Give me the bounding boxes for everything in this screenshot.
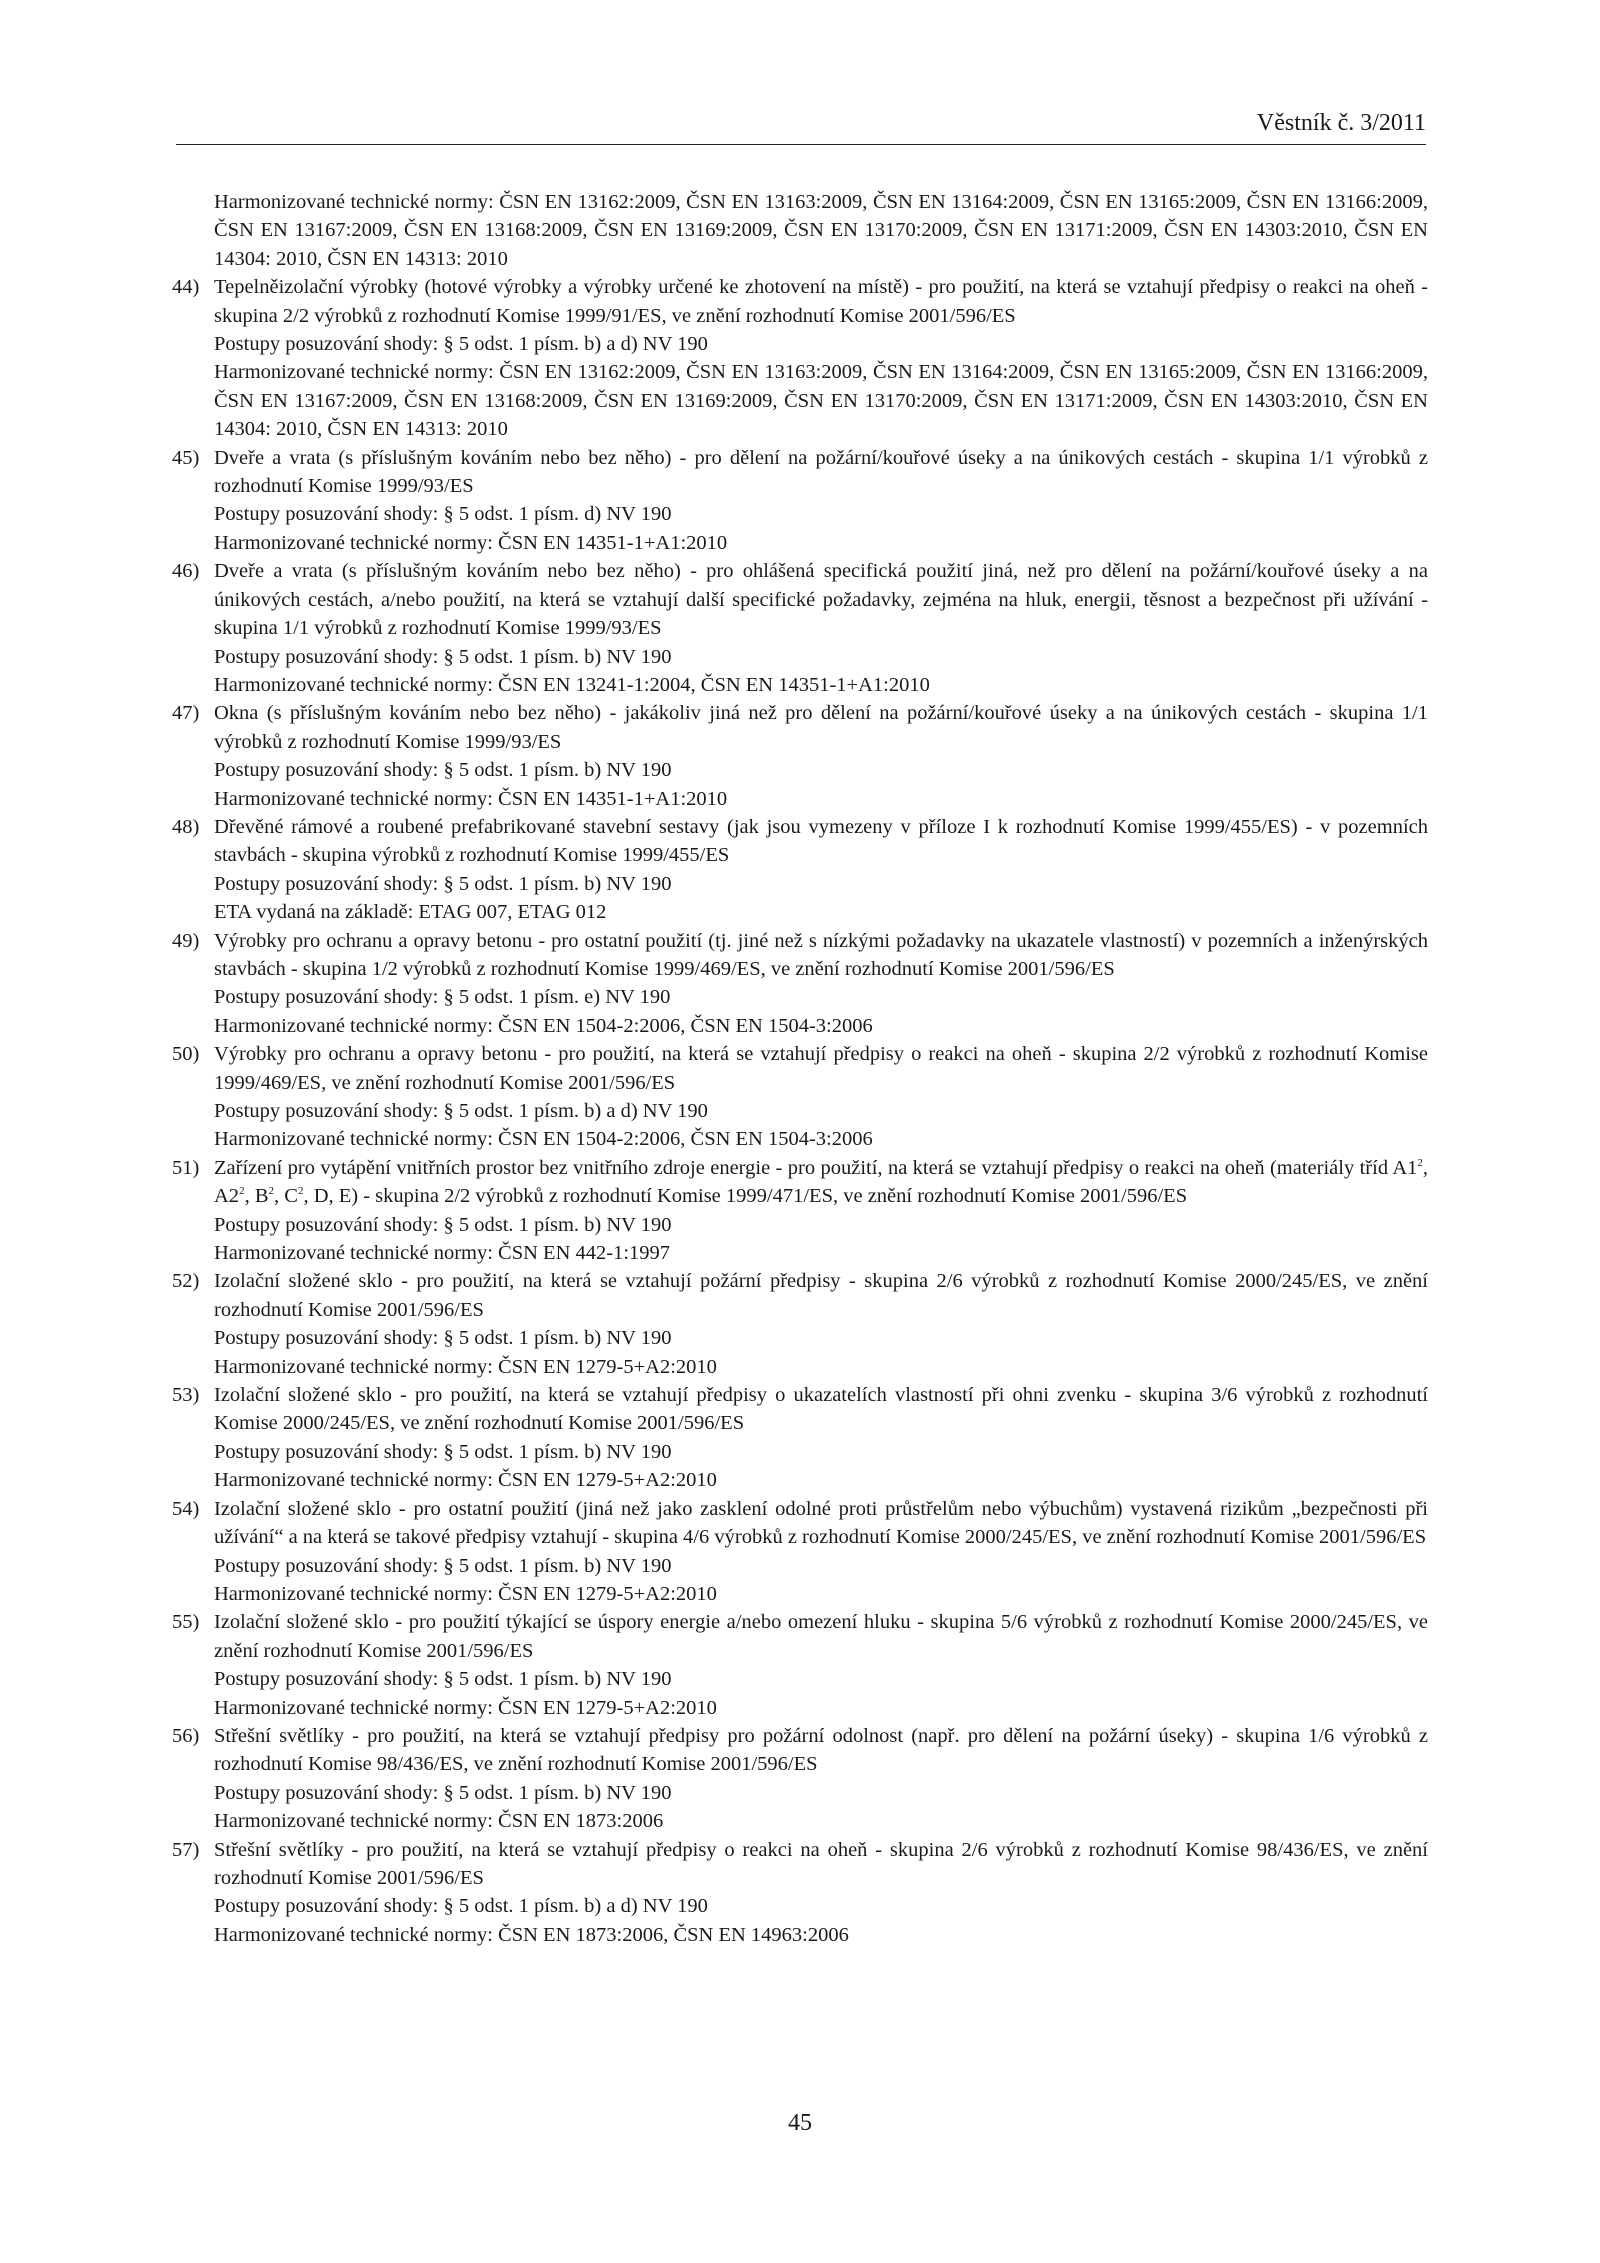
item-procedure: Postupy posuzování shody: § 5 odst. 1 písm. b) NV 190 [214,759,672,782]
superscript: 2 [1417,1156,1423,1169]
item-norms: Harmonizované technické normy: ČSN EN 14351-1+A1:2010 [214,787,728,810]
item-text-part: Zařízení pro vytápění vnitřních prostor bez vnitřního zdroje energie - pro použití, na která se vztahují předpisy o reakci na oheň (materiály tříd A1 [214,1156,1418,1179]
item-procedure: Postupy posuzování shody: § 5 odst. 1 písm. b) NV 190 [214,1213,672,1236]
item-text: Dveře a vrata (s příslušným kováním nebo bez něho) - pro ohlášená specifická použití jiná, než pro dělení na požární/kouřové úseky a na únikových cestách, a/nebo použití, na která se vztahují další specifické požadavky, zejména na hluk, energii, těsnost a bezpečnost při užívání - skupina 1/1 výrobků z rozhodnutí Komise 1999/93/ES [214,560,1428,640]
superscript: 2 [297,1185,304,1198]
list-item-54 [172,1495,1428,1552]
item-text: Izolační složené sklo - pro použití, na která se vztahují požární předpisy - skupina 2/6 výrobků z rozhodnutí Komise 2000/245/ES, ve znění rozhodnutí Komise 2001/596/ES [214,1270,1428,1321]
item-number: 56) [172,1724,200,1747]
item-procedure: Postupy posuzování shody: § 5 odst. 1 písm. b) NV 190 [214,1554,672,1577]
item-norms: Harmonizované technické normy: ČSN EN 14351-1+A1:2010 [214,531,728,554]
item-text: Dveře a vrata (s příslušným kováním nebo bez něho) - pro dělení na požární/kouřové úseky a na únikových cestách - skupina 1/1 výrobků z rozhodnutí Komise 1999/93/ES [214,446,1428,498]
list-item-49 [172,927,1428,984]
superscript: 2 [268,1185,274,1198]
item-number: 47) [172,702,200,725]
item-norms: Harmonizované technické normy: ČSN EN 1504-2:2006, ČSN EN 1504-3:2006 [214,1014,873,1037]
item-procedure: Postupy posuzování shody: § 5 odst. 1 písm. b) a d) NV 190 [214,1100,708,1122]
item-procedure: Postupy posuzování shody: § 5 odst. 1 písm. b) a d) NV 190 [214,1895,708,1918]
item-norms: Harmonizované technické normy: ČSN EN 1279-5+A2:2010 [214,1582,717,1605]
item-procedure: Postupy posuzování shody: § 5 odst. 1 písm. e) NV 190 [214,986,671,1009]
item-number: 49) [172,929,200,952]
item-number: 51) [172,1156,200,1179]
document-body [172,188,1428,1949]
item-number: 54) [172,1497,200,1520]
item-procedure: Postupy posuzování shody: § 5 odst. 1 písm. b) NV 190 [214,1327,672,1350]
item-norms: Harmonizované technické normy: ČSN EN 1873:2006 [214,1810,664,1833]
page-header [176,108,1426,145]
item-number: 48) [172,815,200,838]
list-item-53 [172,1381,1428,1438]
list-item-51 [172,1154,1428,1211]
item-number: 57) [172,1838,200,1861]
item-text: Tepelněizolační výrobky (hotové výrobky a výrobky určené ke zhotovení na místě) - pro použití, na která se vztahují předpisy o reakci na oheň - skupina 2/2 výrobků z rozhodnutí Komise 1999/91/ES, ve znění rozhodnutí Komise 2001/596/ES [214,276,1428,327]
list-item-45 [172,444,1428,501]
item-norms: Harmonizované technické normy: ČSN EN 13162:2009, ČSN EN 13163:2009, ČSN EN 13164:2009, ČSN EN 13165:2009, ČSN EN 13166:2009, ČSN EN 13167:2009, ČSN EN 13168:2009, ČSN EN 13169:2009, ČSN EN 13170:2009, ČSN EN 13171:2009, ČSN EN 14303:2010, ČSN EN 14304: 2010, ČSN EN 14313: 2010 [214,361,1428,441]
item-number: 55) [172,1611,200,1634]
item-number: 52) [172,1270,200,1293]
item-text: Výrobky pro ochranu a opravy betonu - pro ostatní použití (tj. jiné než s nízkými požadavky na ukazatele vlastností) v pozemních a inženýrských stavbách - skupina 1/2 výrobků z rozhodnutí Komise 1999/469/ES, ve znění rozhodnutí Komise 2001/596/ES [214,929,1428,980]
list-item-55 [172,1608,1428,1665]
item-procedure: Postupy posuzování shody: § 5 odst. 1 písm. b) NV 190 [214,1781,672,1804]
item-norms: Harmonizované technické normy: ČSN EN 1873:2006, ČSN EN 14963:2006 [214,1923,849,1946]
item-number: 46) [172,560,200,583]
item-text: Dřevěné rámové a roubené prefabrikované stavební sestavy (jak jsou vymezeny v příloze I k rozhodnutí Komise 1999/455/ES) - v pozemních stavbách - skupina výrobků z rozhodnutí Komise 1999/455/ES [214,815,1428,867]
item-procedure: Postupy posuzování shody: § 5 odst. 1 písm. b) NV 190 [214,645,672,668]
item-procedure: Postupy posuzování shody: § 5 odst. 1 písm. d) NV 190 [214,503,672,526]
list-item-46 [172,557,1428,642]
list-item-56 [172,1722,1428,1779]
item-text: Výrobky pro ochranu a opravy betonu - pro použití, na která se vztahují předpisy o reakci na oheň - skupina 2/2 výrobků z rozhodnutí Komise 1999/469/ES, ve znění rozhodnutí Komise 2001/596/ES [214,1043,1428,1094]
item-norms: Harmonizované technické normy: ČSN EN 1279-5+A2:2010 [214,1469,717,1492]
item-norms: Harmonizované technické normy: ČSN EN 1279-5+A2:2010 [214,1696,717,1719]
journal-title: Věstník č. 3/2011 [1256,110,1426,136]
list-item-52 [172,1267,1428,1324]
item-norms: Harmonizované technické normy: ČSN EN 442-1:1997 [214,1242,671,1265]
intro-norms: Harmonizované technické normy: ČSN EN 13162:2009, ČSN EN 13163:2009, ČSN EN 13164:2009, ČSN EN 13165:2009, ČSN EN 13166:2009, ČSN EN 13167:2009, ČSN EN 13168:2009, ČSN EN 13169:2009, ČSN EN 13170:2009, ČSN EN 13171:2009, ČSN EN 14303:2010, ČSN EN 14304: 2010, ČSN EN 14313: 2010 [214,191,1428,270]
superscript: 2 [239,1185,245,1198]
list-item-47 [172,699,1428,756]
item-number: 44) [172,276,200,299]
list-item-50 [172,1040,1428,1097]
item-norms: Harmonizované technické normy: ČSN EN 1279-5+A2:2010 [214,1355,717,1378]
item-norms: Harmonizované technické normy: ČSN EN 1504-2:2006, ČSN EN 1504-3:2006 [214,1128,873,1151]
item-text: Střešní světlíky - pro použití, na která se vztahují předpisy pro požární odolnost (např. pro dělení na požární úseky) - skupina 1/6 výrobků z rozhodnutí Komise 98/436/ES, ve znění rozhodnutí Komise 2001/596/ES [214,1724,1428,1776]
item-text [214,1154,1428,1211]
item-text: Izolační složené sklo - pro ostatní použití (jiná než jako zasklení odolné proti průstřelům nebo výbuchům) vystavená rizikům „bezpečnosti při užívání“ a na která se takové předpisy vztahují - skupina 4/6 výrobků z rozhodnutí Komise 2000/245/ES, ve znění rozhodnutí Komise 2001/596/ES [214,1497,1428,1549]
page-number: 45 [788,2110,812,2136]
item-text-part: , B [244,1185,269,1208]
item-text: Izolační složené sklo - pro použití týkající se úspory energie a/nebo omezení hluku - skupina 5/6 výrobků z rozhodnutí Komise 2000/245/ES, ve znění rozhodnutí Komise 2001/596/ES [214,1611,1428,1662]
item-procedure: Postupy posuzování shody: § 5 odst. 1 písm. b) NV 190 [214,1440,672,1463]
list-item-48 [172,813,1428,870]
item-text: Střešní světlíky - pro použití, na která se vztahují předpisy o reakci na oheň - skupina 2/6 výrobků z rozhodnutí Komise 98/436/ES, ve znění rozhodnutí Komise 2001/596/ES [214,1838,1428,1889]
item-procedure: Postupy posuzování shody: § 5 odst. 1 písm. b) NV 190 [214,1668,672,1691]
item-procedure: Postupy posuzování shody: § 5 odst. 1 písm. b) NV 190 [214,872,672,895]
item-number: 50) [172,1043,200,1066]
item-text: Okna (s příslušným kováním nebo bez něho) - jakákoliv jiná než pro dělení na požární/kouřové úseky a na únikových cestách - skupina 1/1 výrobků z rozhodnutí Komise 1999/93/ES [214,702,1428,753]
list-item-57 [172,1836,1428,1893]
item-eta: ETA vydaná na základě: ETAG 007, ETAG 012 [214,901,607,924]
list-item-44 [172,273,1428,330]
item-procedure: Postupy posuzování shody: § 5 odst. 1 písm. b) a d) NV 190 [214,333,708,356]
item-text-part: , D, E) - skupina 2/2 výrobků z rozhodnutí Komise 1999/471/ES, ve znění rozhodnutí Komise 2001/596/ES [303,1185,1188,1208]
item-norms: Harmonizované technické normy: ČSN EN 13241-1:2004, ČSN EN 14351-1+A1:2010 [214,673,930,696]
item-number: 45) [172,446,200,469]
item-text-part: , A2 [214,1156,1428,1208]
item-text-part: , C [274,1185,298,1208]
item-text: Izolační složené sklo - pro použití, na která se vztahují předpisy o ukazatelích vlastností při ohni zvenku - skupina 3/6 výrobků z rozhodnutí Komise 2000/245/ES, ve znění rozhodnutí Komise 2001/596/ES [214,1384,1428,1435]
item-number: 53) [172,1384,200,1407]
